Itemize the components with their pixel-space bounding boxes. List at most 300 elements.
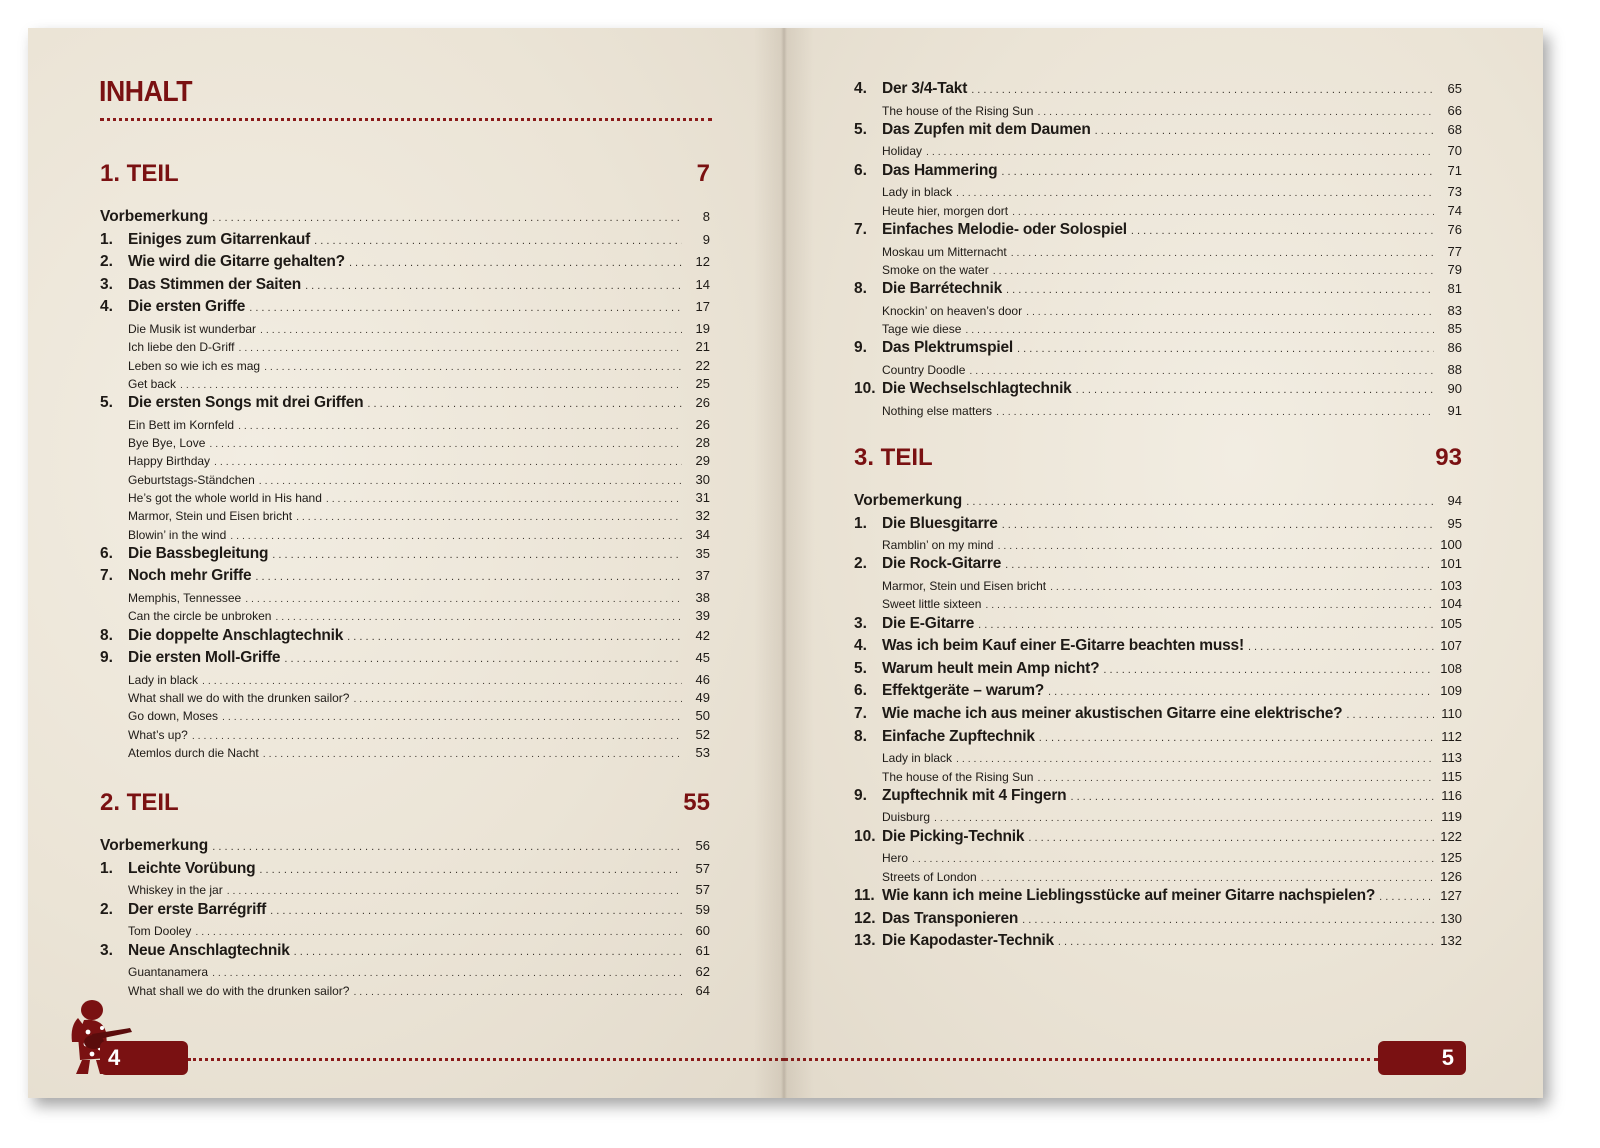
dot-leader	[1012, 206, 1434, 218]
entry-page-number: 50	[695, 708, 710, 724]
entry-title: Effektgeräte – warum?	[882, 682, 1045, 700]
toc-song-entry	[100, 527, 710, 545]
toc-song-entry	[100, 983, 710, 1001]
toc-preface-entry	[100, 837, 710, 860]
footer-divider	[188, 1058, 784, 1061]
chapter-number: 9.	[854, 786, 867, 804]
entry-page-number: 109	[1440, 683, 1462, 699]
dot-leader	[1379, 891, 1434, 903]
dot-leader	[1011, 247, 1434, 259]
book-gutter	[754, 28, 814, 1098]
toc-song-entry	[854, 203, 1462, 221]
chapter-number: 5.	[854, 120, 867, 138]
toc-song-entry	[854, 596, 1462, 614]
toc-song-entry	[100, 964, 710, 982]
entry-page-number: 70	[1447, 143, 1462, 159]
chapter-number: 4.	[854, 637, 867, 655]
toc-chapter-entry	[854, 932, 1462, 955]
dot-leader	[1048, 686, 1434, 698]
entry-page-number: 104	[1440, 596, 1462, 612]
chapter-number: 5.	[854, 659, 867, 677]
toc-chapter-entry	[854, 728, 1462, 751]
dot-leader	[294, 946, 682, 958]
dot-leader	[1006, 284, 1434, 296]
chapter-number: 5.	[100, 394, 113, 412]
entry-title: Tage wie diese	[882, 322, 962, 337]
chapter-number: 2.	[854, 555, 867, 573]
dot-leader	[1070, 791, 1434, 803]
entry-page-number: 105	[1440, 615, 1462, 631]
toc-song-entry	[100, 376, 710, 394]
toc-chapter-entry	[854, 221, 1462, 244]
entry-page-number: 38	[695, 590, 710, 606]
entry-title: Smoke on the water	[882, 262, 989, 277]
entry-title: Lady in black	[882, 751, 953, 766]
entry-title: Atemlos durch die Nacht	[128, 745, 259, 760]
entry-page-number: 46	[695, 671, 710, 687]
dot-leader	[981, 872, 1434, 884]
entry-title: Go down, Moses	[128, 709, 219, 724]
entry-page-number: 107	[1440, 638, 1462, 654]
part-label: 1. TEIL	[100, 160, 179, 187]
entry-title: Wie mache ich aus meiner akustischen Gitarre eine elektrische?	[882, 705, 1343, 723]
chapter-number: 8.	[854, 280, 867, 298]
toc-song-entry	[854, 244, 1462, 262]
toc-song-entry	[100, 708, 710, 726]
chapter-number: 6.	[854, 161, 867, 179]
toc-song-entry	[100, 690, 710, 708]
entry-page-number: 94	[1447, 493, 1462, 508]
book-spread	[28, 28, 1543, 1098]
entry-title: Leichte Vorübung	[128, 859, 256, 877]
entry-page-number: 32	[695, 508, 710, 524]
toc-chapter-entry	[100, 942, 710, 965]
entry-title: Das Plektrumspiel	[882, 339, 1013, 357]
entry-page-number: 125	[1440, 850, 1462, 866]
entry-page-number: 108	[1440, 660, 1462, 676]
toc-chapter-entry	[100, 253, 710, 276]
dot-leader	[314, 235, 682, 247]
chapter-number: 12.	[854, 909, 876, 927]
toc-song-entry	[854, 537, 1462, 555]
dot-leader	[965, 324, 1434, 336]
entry-title: He’s got the whole world in His hand	[128, 490, 322, 505]
dot-leader	[214, 456, 682, 468]
title-divider	[100, 118, 712, 121]
dot-leader	[212, 212, 682, 224]
chapter-number: 2.	[100, 253, 113, 271]
toc-song-entry	[100, 882, 710, 900]
toc-chapter-entry	[854, 887, 1462, 910]
entry-title: What shall we do with the drunken sailor?	[128, 691, 350, 706]
part-page-number: 93	[1435, 444, 1462, 471]
dot-leader	[353, 986, 682, 998]
chapter-number: 1.	[100, 230, 113, 248]
entry-page-number: 91	[1447, 402, 1462, 418]
toc-song-entry	[854, 143, 1462, 161]
toc-song-entry	[854, 850, 1462, 868]
toc-song-entry	[100, 490, 710, 508]
dot-leader	[993, 265, 1434, 277]
dot-leader	[272, 549, 682, 561]
entry-title: Einiges zum Gitarrenkauf	[128, 230, 311, 248]
dot-leader	[956, 753, 1434, 765]
toc-chapter-entry	[854, 705, 1462, 728]
entry-page-number: 62	[695, 964, 710, 980]
toc-chapter-entry	[100, 231, 710, 254]
part-heading	[100, 160, 710, 196]
dot-leader	[996, 406, 1434, 418]
chapter-number: 11.	[854, 886, 875, 904]
toc-song-entry	[854, 103, 1462, 121]
page-number-left: 4	[100, 1041, 188, 1075]
toc-song-entry	[100, 339, 710, 357]
entry-title: Der erste Barrégriff	[128, 900, 267, 918]
entry-page-number: 29	[695, 453, 710, 469]
toc-chapter-entry	[854, 828, 1462, 851]
page-title: INHALT	[99, 76, 193, 108]
entry-title: Wie wird die Gitarre gehalten?	[128, 253, 345, 271]
entry-page-number: 61	[695, 942, 710, 958]
toc-chapter-entry	[854, 121, 1462, 144]
toc-song-entry	[854, 321, 1462, 339]
dot-leader	[239, 342, 683, 354]
toc-chapter-entry	[854, 555, 1462, 578]
dot-leader	[305, 280, 682, 292]
dot-leader	[238, 420, 682, 432]
entry-title: Die Bassbegleitung	[128, 544, 269, 562]
chapter-number: 10.	[854, 380, 876, 398]
dot-leader	[195, 926, 682, 938]
page-number-right: 5	[1378, 1041, 1466, 1075]
entry-title: Das Transponieren	[882, 909, 1019, 927]
right-page	[784, 28, 1543, 1098]
toc-chapter-entry	[100, 649, 710, 672]
dot-leader	[1346, 709, 1434, 721]
toc-chapter-entry	[100, 276, 710, 299]
dot-leader	[347, 631, 682, 643]
toc-song-entry	[854, 303, 1462, 321]
entry-page-number: 101	[1440, 556, 1462, 572]
dot-leader	[249, 302, 682, 314]
toc-chapter-entry	[854, 162, 1462, 185]
entry-page-number: 79	[1447, 261, 1462, 277]
toc-song-entry	[100, 435, 710, 453]
entry-page-number: 49	[695, 690, 710, 706]
chapter-number: 4.	[854, 80, 867, 97]
entry-page-number: 74	[1447, 202, 1462, 218]
entry-title: Das Hammering	[882, 161, 998, 179]
toc-song-entry	[854, 262, 1462, 280]
dot-leader	[966, 496, 1434, 508]
toc-preface-entry	[100, 208, 710, 231]
dot-leader	[1028, 832, 1434, 844]
toc-chapter-entry	[854, 910, 1462, 933]
entry-title: Ein Bett im Kornfeld	[128, 417, 235, 432]
entry-title: Can the circle be unbroken	[128, 609, 272, 624]
dot-leader	[212, 967, 682, 979]
entry-page-number: 76	[1447, 221, 1462, 237]
entry-title: Wie kann ich meine Lieblingsstücke auf meiner Gitarre nachspielen?	[882, 886, 1376, 904]
entry-title: Lady in black	[882, 185, 953, 200]
toc-song-entry	[100, 923, 710, 941]
entry-page-number: 116	[1441, 787, 1462, 803]
entry-title: Die Rock-Gitarre	[882, 555, 1002, 573]
entry-title: Zupftechnik mit 4 Fingern	[882, 786, 1067, 804]
toc-song-entry	[854, 809, 1462, 827]
dot-leader	[1076, 384, 1434, 396]
entry-page-number: 122	[1440, 828, 1462, 844]
toc-song-entry	[100, 358, 710, 376]
entry-title: Die Wechselschlagtechnik	[882, 380, 1072, 398]
entry-title: Lady in black	[128, 672, 199, 687]
dot-leader	[926, 146, 1434, 158]
dot-leader	[985, 599, 1434, 611]
toc-song-entry	[100, 508, 710, 526]
entry-title: Leben so wie ich es mag	[128, 358, 261, 373]
dot-leader	[212, 841, 682, 853]
toc-song-entry	[100, 453, 710, 471]
toc-right-column	[854, 444, 1462, 955]
entry-title: Noch mehr Griffe	[128, 567, 252, 585]
entry-page-number: 8	[702, 209, 710, 224]
toc-chapter-entry	[100, 394, 710, 417]
toc-preface-entry	[854, 492, 1462, 515]
entry-title: Marmor, Stein und Eisen bricht	[128, 509, 293, 524]
entry-page-number: 95	[1447, 515, 1462, 531]
entry-page-number: 88	[1447, 361, 1462, 377]
entry-title: Streets of London	[882, 869, 977, 884]
entry-page-number: 112	[1441, 728, 1462, 744]
entry-title: Duisburg	[882, 810, 931, 825]
dot-leader	[296, 511, 682, 523]
dot-leader	[264, 361, 682, 373]
entry-page-number: 59	[695, 901, 710, 917]
dot-leader	[284, 653, 682, 665]
dot-leader	[1022, 914, 1434, 926]
entry-page-number: 83	[1447, 302, 1462, 318]
entry-title: Country Doodle	[882, 362, 966, 377]
dot-leader	[1037, 772, 1434, 784]
dot-leader	[180, 379, 682, 391]
chapter-number: 7.	[854, 705, 867, 723]
chapter-number: 1.	[854, 514, 867, 532]
dot-leader	[998, 540, 1434, 552]
entry-title: Hero	[882, 851, 909, 866]
dot-leader	[1103, 664, 1434, 676]
entry-title: Moskau um Mitternacht	[882, 244, 1007, 259]
entry-page-number: 45	[695, 650, 710, 666]
entry-title: What’s up?	[128, 727, 188, 742]
toc-chapter-entry	[100, 627, 710, 650]
entry-title: Einfaches Melodie- oder Solospiel	[882, 220, 1127, 238]
chapter-number: 3.	[854, 614, 867, 632]
dot-leader	[969, 365, 1434, 377]
toc-song-entry	[100, 472, 710, 490]
entry-page-number: 73	[1447, 184, 1462, 200]
entry-title: Die Musik ist wunderbar	[128, 321, 257, 336]
entry-page-number: 77	[1447, 243, 1462, 259]
part-label: 3. TEIL	[854, 444, 933, 471]
chapter-number: 8.	[854, 727, 867, 745]
entry-title: Neue Anschlagtechnik	[128, 941, 290, 959]
toc-song-entry	[854, 869, 1462, 887]
entry-title: Marmor, Stein und Eisen bricht	[882, 579, 1047, 594]
chapter-number: 3.	[100, 275, 113, 293]
toc-song-entry	[100, 417, 710, 435]
toc-chapter-entry	[100, 298, 710, 321]
chapter-number: 7.	[100, 567, 113, 585]
entry-title: Die Bluesgitarre	[882, 514, 998, 532]
chapter-number: 6.	[100, 544, 113, 562]
entry-page-number: 71	[1447, 162, 1462, 178]
toc-chapter-entry	[854, 682, 1462, 705]
entry-title: What shall we do with the drunken sailor?	[128, 983, 350, 998]
toc-song-entry	[100, 321, 710, 339]
entry-title: Get back	[128, 376, 177, 391]
entry-title: Ramblin’ on my mind	[882, 538, 994, 553]
dot-leader	[934, 812, 1434, 824]
entry-page-number: 68	[1447, 121, 1462, 137]
dot-leader	[1017, 343, 1434, 355]
entry-page-number: 21	[695, 339, 710, 355]
dot-leader	[1058, 936, 1434, 948]
dot-leader	[270, 905, 682, 917]
toc-song-entry	[854, 769, 1462, 787]
entry-page-number: 37	[695, 568, 710, 584]
entry-page-number: 17	[695, 299, 710, 315]
entry-title: Knockin’ on heaven’s door	[882, 303, 1023, 318]
entry-page-number: 90	[1447, 381, 1462, 397]
entry-page-number: 19	[695, 320, 710, 336]
toc-chapter-entry	[854, 339, 1462, 362]
footer-divider	[784, 1058, 1378, 1061]
entry-title: Einfache Zupftechnik	[882, 727, 1035, 745]
toc-chapter-entry	[854, 660, 1462, 683]
toc-song-entry	[854, 184, 1462, 202]
dot-leader	[1001, 166, 1434, 178]
entry-page-number: 86	[1447, 340, 1462, 356]
part-heading	[854, 444, 1462, 480]
entry-page-number: 22	[695, 357, 710, 373]
entry-page-number: 26	[695, 416, 710, 432]
dot-leader	[1026, 306, 1434, 318]
toc-chapter-entry	[100, 545, 710, 568]
entry-page-number: 26	[695, 395, 710, 411]
dot-leader	[1005, 559, 1434, 571]
entry-page-number: 53	[695, 744, 710, 760]
left-page	[28, 28, 784, 1098]
entry-title: Ich liebe den D-Griff	[128, 340, 235, 355]
entry-title: Vorbemerkung	[100, 837, 209, 855]
entry-title: Guantanamera	[128, 965, 209, 980]
part-label: 2. TEIL	[100, 789, 179, 817]
entry-page-number: 81	[1447, 281, 1462, 297]
toc-song-entry	[100, 727, 710, 745]
entry-page-number: 31	[695, 489, 710, 505]
toc-chapter-entry	[854, 380, 1462, 403]
entry-page-number: 119	[1441, 809, 1462, 825]
dot-leader	[222, 711, 682, 723]
toc-song-entry	[100, 590, 710, 608]
dot-leader	[1248, 641, 1434, 653]
toc-chapter-entry	[100, 901, 710, 924]
entry-title: Die Picking-Technik	[882, 827, 1025, 845]
entry-title: Die ersten Griffe	[128, 298, 246, 316]
entry-page-number: 14	[695, 276, 710, 292]
dot-leader	[367, 398, 682, 410]
entry-title: Der 3/4-Takt	[882, 80, 968, 97]
entry-title: Bye Bye, Love	[128, 436, 206, 451]
entry-title: Die Kapodaster-Technik	[882, 932, 1054, 950]
entry-title: The house of the Rising Sun	[882, 103, 1034, 118]
chapter-number: 1.	[100, 859, 113, 877]
dot-leader	[227, 885, 682, 897]
dot-leader	[255, 571, 682, 583]
toc-song-entry	[854, 750, 1462, 768]
dot-leader	[1037, 106, 1434, 118]
entry-page-number: 130	[1440, 910, 1462, 926]
entry-page-number: 42	[695, 627, 710, 643]
entry-title: Das Zupfen mit dem Daumen	[882, 120, 1091, 138]
entry-title: Happy Birthday	[128, 454, 211, 469]
dot-leader	[202, 675, 682, 687]
entry-page-number: 25	[695, 375, 710, 391]
dot-leader	[353, 693, 682, 705]
dot-leader	[912, 853, 1434, 865]
toc-chapter-entry	[854, 637, 1462, 660]
entry-page-number: 85	[1447, 321, 1462, 337]
toc-song-entry	[854, 578, 1462, 596]
entry-page-number: 66	[1447, 102, 1462, 118]
chapter-number: 2.	[100, 900, 113, 918]
toc-song-entry	[854, 362, 1462, 380]
entry-page-number: 132	[1440, 933, 1462, 949]
dot-leader	[326, 493, 682, 505]
entry-page-number: 28	[695, 435, 710, 451]
dot-leader	[1039, 732, 1434, 744]
chapter-number: 8.	[100, 626, 113, 644]
entry-title: Was ich beim Kauf einer E-Gitarre beachten muss!	[882, 637, 1244, 655]
entry-page-number: 110	[1441, 706, 1462, 722]
entry-page-number: 60	[695, 923, 710, 939]
toc-chapter-entry	[100, 567, 710, 590]
entry-title: Tom Dooley	[128, 924, 192, 939]
chapter-number: 4.	[100, 298, 113, 316]
toc-chapter-entry	[854, 280, 1462, 303]
chapter-number: 13.	[854, 932, 876, 950]
dot-leader	[192, 730, 682, 742]
entry-page-number: 57	[695, 882, 710, 898]
entry-page-number: 35	[695, 545, 710, 561]
entry-title: Sweet little sixteen	[882, 597, 982, 612]
toc-right-continued	[854, 80, 1462, 421]
part-heading	[100, 789, 710, 825]
entry-page-number: 100	[1440, 537, 1462, 553]
entry-title: Whiskey in the jar	[128, 883, 223, 898]
dot-leader	[978, 619, 1434, 631]
entry-page-number: 52	[695, 726, 710, 742]
entry-title: The house of the Rising Sun	[882, 769, 1034, 784]
dot-leader	[230, 530, 682, 542]
toc-song-entry	[854, 403, 1462, 421]
dot-leader	[1002, 519, 1434, 531]
entry-page-number: 113	[1441, 750, 1462, 766]
dot-leader	[275, 611, 682, 623]
entry-page-number: 126	[1440, 868, 1462, 884]
entry-title: Die Barrétechnik	[882, 280, 1002, 298]
dot-leader	[349, 257, 682, 269]
